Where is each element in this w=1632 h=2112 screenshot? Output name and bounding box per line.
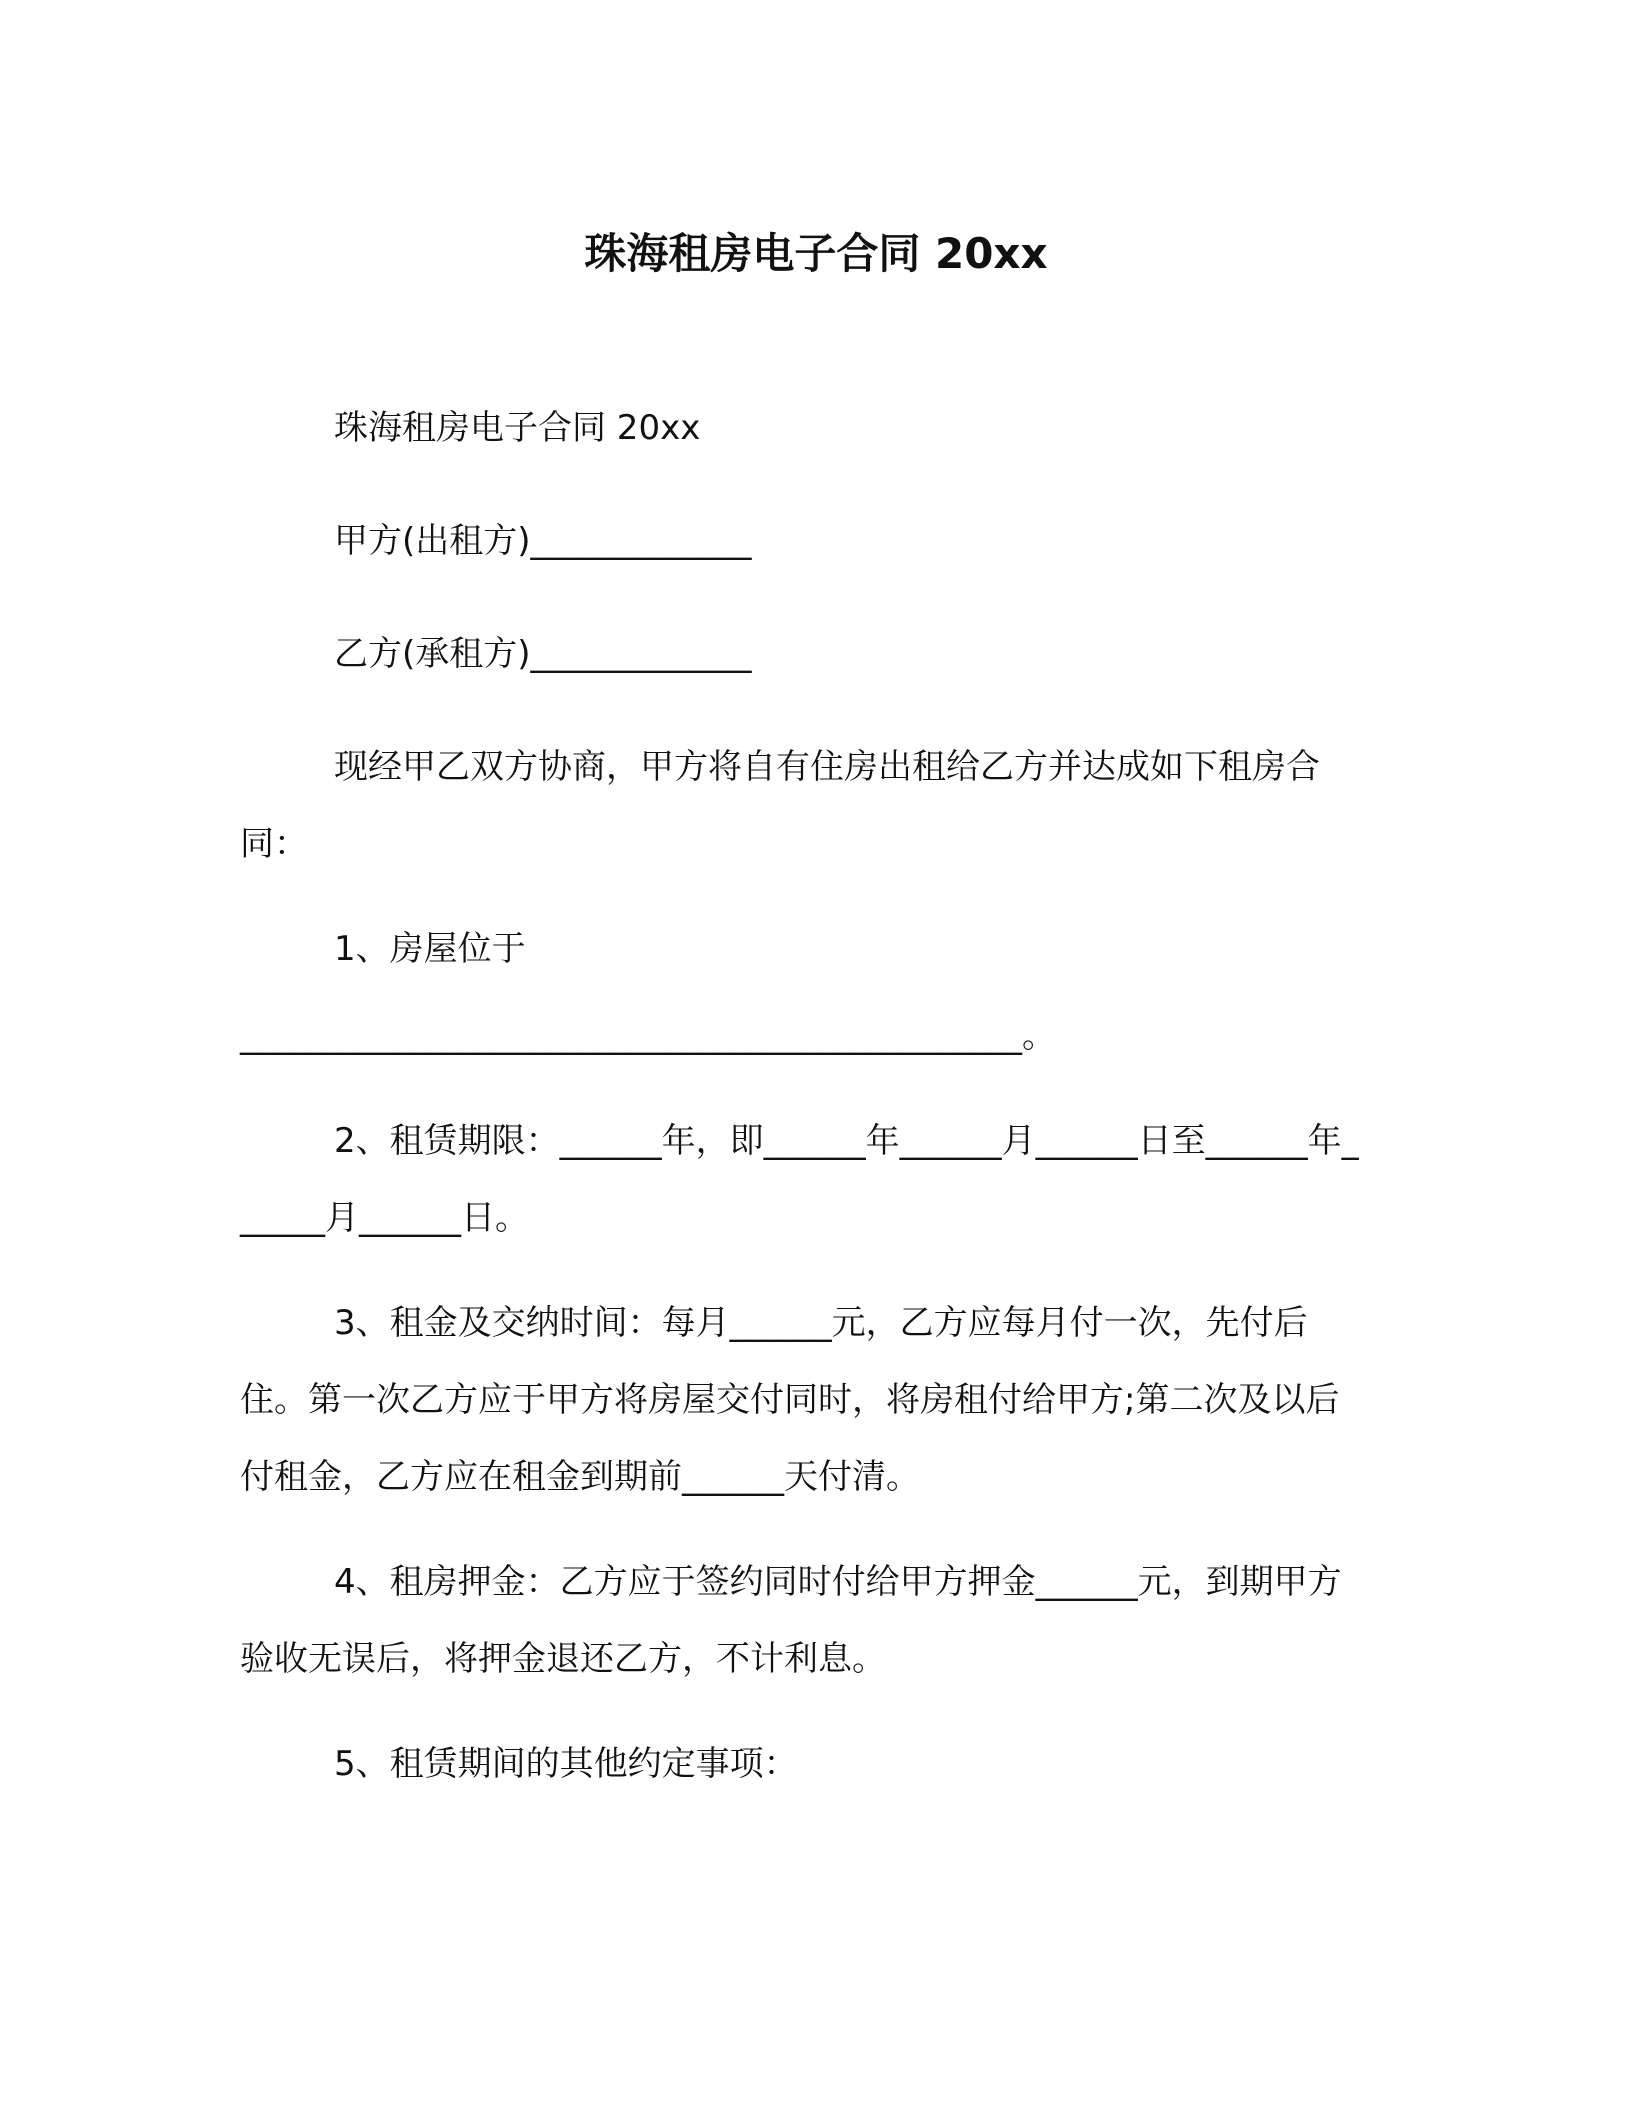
paragraph-party-b: 乙方(承租方)_____________ <box>334 634 752 674</box>
paragraph-party-a: 甲方(出租方)_____________ <box>334 521 752 561</box>
paragraph-clause-3: 3、租金及交纳时间：每月______元，乙方应每月付一次，先付后住。第一次乙方应于甲方将房屋交付同时，将房租付给甲方;第二次及以后付租金，乙方应在租金到期前______天付清。 <box>240 1303 1340 1497</box>
paragraph-clause-1: 1、房屋位于 <box>334 929 526 969</box>
document-title: 珠海租房电子合同 20xx <box>584 229 1048 278</box>
paragraph-subtitle: 珠海租房电子合同 20xx <box>334 408 701 448</box>
paragraph-clause-2: 2、租赁期限：______年，即______年______月______日至______年______月______日。 <box>240 1121 1359 1238</box>
paragraph-clause-4: 4、租房押金：乙方应于签约同时付给甲方押金______元，到期甲方验收无误后，将押金退还乙方，不计利息。 <box>240 1562 1342 1679</box>
paragraph-clause-5: 5、租赁期间的其他约定事项： <box>334 1744 798 1784</box>
paragraph-intro: 现经甲乙双方协商，甲方将自有住房出租给乙方并达成如下租房合同： <box>240 747 1320 864</box>
paragraph-address-blank: ______________________________________________。 <box>240 1016 1056 1056</box>
document-body <box>240 390 1368 1831</box>
